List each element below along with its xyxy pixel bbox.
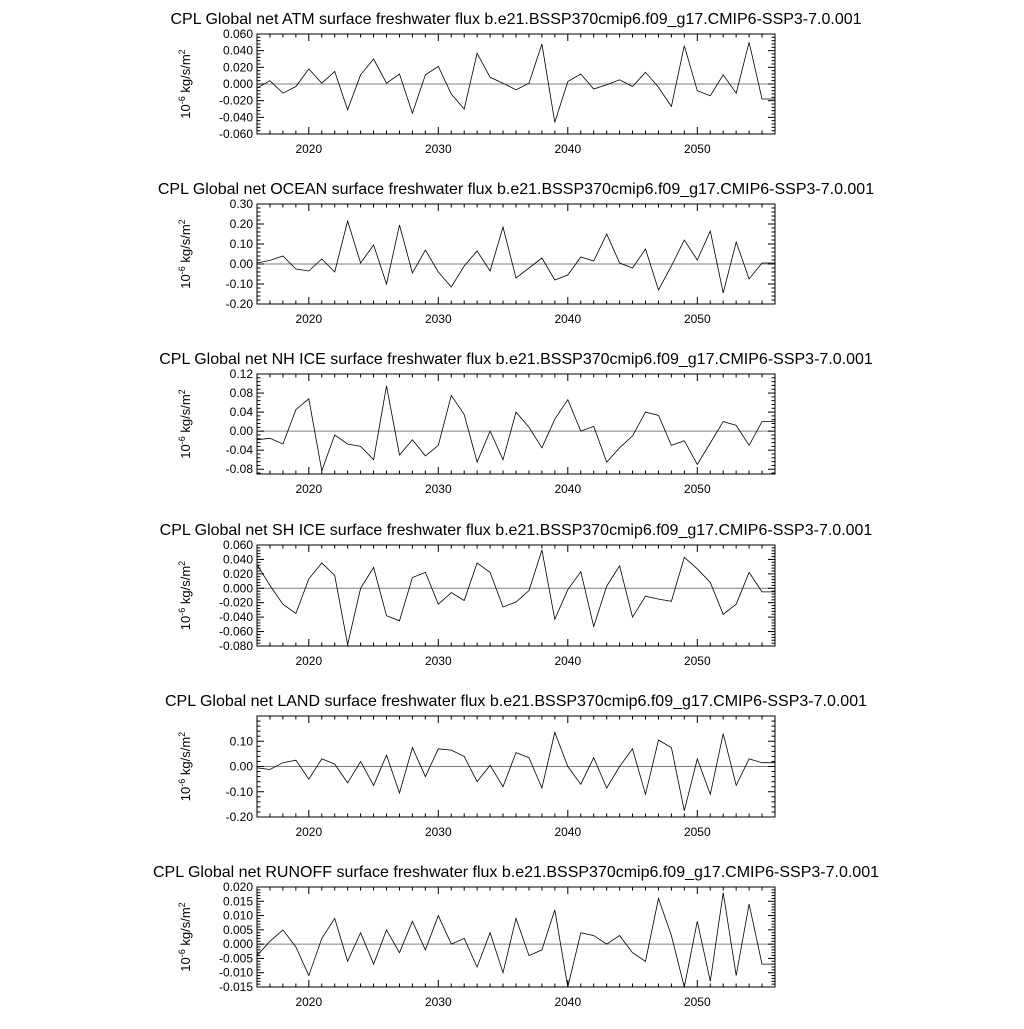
- y-axis-label-unit-exponent: 2: [177, 560, 187, 566]
- chart-title: CPL Global net ATM surface freshwater flux b.e21.BSSP370cmip6.f09_g17.CMIP6-SSP3-7.0.001: [170, 11, 862, 28]
- y-axis-label-exponent: -6: [177, 266, 187, 275]
- y-axis-label-unit-exponent: 2: [177, 389, 187, 395]
- y-tick-label: -0.020: [218, 595, 253, 610]
- y-tick-label: -0.10: [225, 784, 253, 799]
- y-axis-label-exponent: -6: [177, 607, 187, 616]
- y-tick-label: 0.020: [222, 60, 253, 75]
- x-tick-label: 2040: [554, 312, 582, 326]
- y-axis-label-unit: kg/s/m: [178, 54, 193, 93]
- chart-title: CPL Global net OCEAN surface freshwater flux b.e21.BSSP370cmip6.f09_g17.CMIP6-SSP3-7.0.001: [157, 181, 875, 198]
- y-axis-label: [177, 732, 193, 801]
- y-axis-label-base: 10: [178, 786, 193, 802]
- x-tick-label: 2050: [683, 995, 711, 1009]
- chart-title: CPL Global net RUNOFF surface freshwater flux b.e21.BSSP370cmip6.f09_g17.CMIP6-SSP3-7.0.001: [153, 864, 879, 881]
- y-tick-label: -0.015: [218, 980, 253, 994]
- y-tick-label: -0.060: [218, 127, 253, 141]
- x-tick-label: 2050: [683, 142, 711, 156]
- y-axis-label: [177, 902, 193, 971]
- x-tick-label: 2030: [424, 482, 452, 496]
- y-tick-label: 0.060: [222, 538, 253, 552]
- chart-title: CPL Global net LAND surface freshwater flux b.e21.BSSP370cmip6.f09_g17.CMIP6-SSP3-7.0.001: [164, 693, 868, 710]
- y-axis-label-unit-exponent: 2: [177, 731, 187, 737]
- x-tick-label: 2050: [683, 312, 711, 326]
- series-line: [257, 732, 775, 810]
- y-tick-label: -0.040: [218, 610, 253, 625]
- chart-panel-1: [158, 181, 874, 326]
- y-axis-label: [177, 561, 193, 630]
- y-tick-label: 0.10: [229, 734, 253, 749]
- y-axis-label-base: 10: [178, 274, 193, 289]
- x-tick-label: 2040: [554, 482, 582, 496]
- y-tick-label: 0.020: [222, 566, 253, 581]
- x-tick-label: 2040: [554, 654, 582, 668]
- x-tick-label: 2020: [295, 482, 323, 496]
- y-axis-label-base: 10: [178, 957, 193, 972]
- x-tick-label: 2020: [295, 825, 323, 839]
- x-tick-label: 2020: [295, 312, 323, 326]
- y-axis-label-exponent: -6: [177, 96, 187, 105]
- y-axis-label: [177, 219, 193, 288]
- x-tick-label: 2020: [295, 995, 323, 1009]
- y-axis-label-unit: kg/s/m: [178, 224, 193, 263]
- y-axis-label-unit-exponent: 2: [177, 902, 187, 908]
- y-tick-label: 0.04: [229, 405, 253, 420]
- y-axis-label-exponent: -6: [177, 949, 187, 958]
- y-tick-label: 0.040: [222, 552, 253, 567]
- chart-panel-2: [159, 351, 873, 496]
- y-tick-label: -0.005: [218, 951, 253, 966]
- x-tick-label: 2030: [424, 995, 452, 1009]
- x-tick-label: 2040: [554, 995, 582, 1009]
- y-axis-label-unit: kg/s/m: [178, 394, 193, 433]
- y-tick-label: -0.10: [225, 277, 253, 291]
- plot-frame: [257, 887, 775, 987]
- y-axis-label: [177, 49, 193, 118]
- y-tick-label: 0.000: [222, 937, 253, 952]
- x-tick-label: 2030: [424, 312, 452, 326]
- y-tick-label: -0.060: [218, 624, 253, 639]
- y-tick-label: -0.040: [218, 110, 253, 125]
- x-tick-label: 2050: [683, 654, 711, 668]
- y-tick-label: 0.010: [222, 908, 253, 923]
- x-tick-label: 2030: [424, 825, 452, 839]
- y-tick-label: 0.020: [222, 880, 253, 894]
- series-line: [257, 893, 775, 987]
- y-tick-label: 0.000: [222, 581, 253, 596]
- chart-panel-0: [170, 11, 861, 156]
- y-tick-label: -0.20: [225, 810, 253, 824]
- x-tick-label: 2030: [424, 654, 452, 668]
- y-axis-label-exponent: -6: [177, 778, 187, 787]
- y-tick-label: 0.20: [229, 217, 253, 231]
- x-tick-label: 2030: [424, 142, 452, 156]
- y-axis-label-unit: kg/s/m: [178, 907, 193, 946]
- chart-panel-5: [153, 864, 879, 1009]
- x-tick-label: 2040: [554, 142, 582, 156]
- x-tick-label: 2020: [295, 654, 323, 668]
- plot-frame: [257, 545, 775, 646]
- chart-title: CPL Global net SH ICE surface freshwater flux b.e21.BSSP370cmip6.f09_g17.CMIP6-SSP3-7.0.001: [159, 522, 873, 539]
- series-line: [257, 550, 775, 645]
- y-tick-label: 0.060: [222, 27, 253, 41]
- y-axis-label-exponent: -6: [177, 436, 187, 445]
- y-axis-label-unit-exponent: 2: [177, 219, 187, 225]
- y-tick-label: -0.080: [218, 639, 253, 653]
- y-axis-label-base: 10: [178, 444, 193, 459]
- y-tick-label: 0.00: [229, 424, 253, 439]
- y-axis-label-unit: kg/s/m: [178, 736, 193, 776]
- y-tick-label: 0.10: [229, 237, 253, 251]
- y-tick-label: 0.00: [229, 759, 253, 774]
- y-axis-label-unit-exponent: 2: [177, 49, 187, 55]
- x-tick-label: 2050: [683, 482, 711, 496]
- x-tick-label: 2050: [683, 825, 711, 839]
- x-tick-label: 2040: [554, 825, 582, 839]
- y-tick-label: -0.020: [218, 93, 253, 108]
- plot-frame: [257, 374, 775, 474]
- chart-title: CPL Global net NH ICE surface freshwater flux b.e21.BSSP370cmip6.f09_g17.CMIP6-SSP3-7.0.001: [159, 351, 873, 368]
- y-tick-label: -0.04: [225, 443, 253, 458]
- y-tick-label: 0.005: [222, 922, 253, 937]
- y-tick-label: -0.08: [225, 462, 253, 477]
- y-axis-label-base: 10: [178, 615, 193, 631]
- chart-panel-4: [165, 693, 867, 839]
- y-tick-label: 0.040: [222, 43, 253, 58]
- y-tick-label: 0.12: [229, 367, 253, 381]
- series-line: [257, 221, 775, 293]
- chart-panel-3: [160, 522, 873, 668]
- y-axis-label-unit: kg/s/m: [178, 565, 193, 605]
- series-line: [257, 42, 775, 122]
- y-tick-label: 0.015: [222, 894, 253, 909]
- y-tick-label: -0.20: [225, 297, 253, 311]
- x-tick-label: 2020: [295, 142, 323, 156]
- y-tick-label: 0.00: [229, 257, 253, 271]
- plot-frame: [257, 204, 775, 304]
- y-axis-label-base: 10: [178, 104, 193, 119]
- y-tick-label: 0.08: [229, 386, 253, 401]
- series-line: [257, 386, 775, 471]
- y-tick-label: -0.010: [218, 965, 253, 980]
- y-axis-label: [177, 389, 193, 458]
- y-tick-label: 0.000: [222, 77, 253, 91]
- y-tick-label: 0.30: [229, 197, 253, 211]
